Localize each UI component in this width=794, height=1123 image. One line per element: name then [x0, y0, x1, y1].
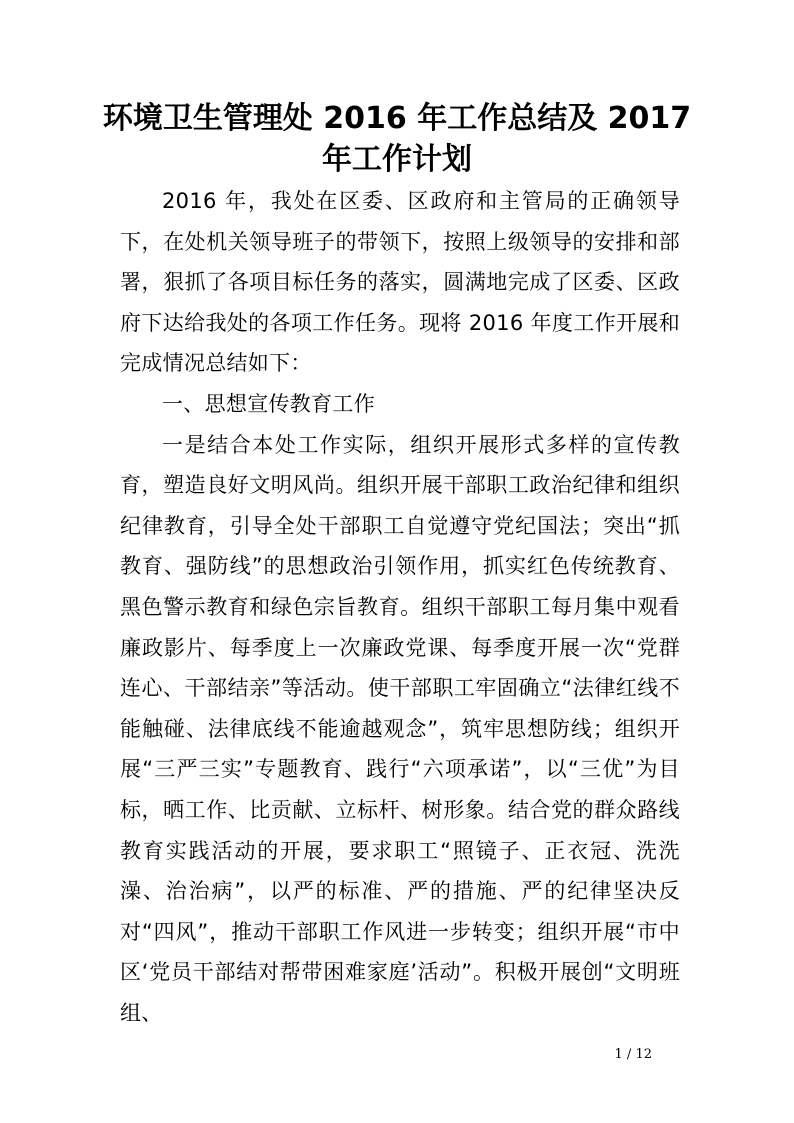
document-body [120, 181, 680, 1033]
intro-paragraph: 2016 年，我处在区委、区政府和主管局的正确领导下，在处机关领导班子的带领下，按照上级领导的安排和部署，狠抓了各项目标任务的落实，圆满地完成了区委、区政府下达给我处的各项工作任务。现将 2016 年度工作开展和完成情况总结如下： [120, 189, 680, 376]
page-number: 1 / 12 [614, 1047, 652, 1062]
section-heading: 一、思想宣传教育工作 [162, 391, 375, 416]
body-paragraph: 一是结合本处工作实际，组织开展形式多样的宣传教育，塑造良好文明风尚。组织开展干部职工政治纪律和组织纪律教育，引导全处干部职工自觉遵守党纪国法；突出“抓教育、强防线”的思想政治引领作用，抓实红色传统教育、黑色警示教育和绿色宗旨教育。组织干部职工每月集中观看廉政影片、每季度上一次廉政党课、每季度开展一次“党群连心、干部结亲”等活动。使干部职工牢固确立“法律红线不能触碰、法律底线不能逾越观念”，筑牢思想防线；组织开展“三严三实”专题教育、践行“六项承诺”，以“三优”为目标，晒工作、比贡献、立标杆、树形象。结合党的群众路线教育实践活动的开展，要求职工“照镜子、正衣冠、洗洗澡、治治病”，以严的标准、严的措施、严的纪律坚决反对“四风”，推动干部职工作风进一步转变；组织开展“市中区‘党员干部结对帮带困难家庭’活动”。积极开展创“文明班组、 [120, 432, 680, 1025]
document-title-line-1: 环境卫生管理处 2016 年工作总结及 2017 [102, 101, 692, 136]
document-title-line-2: 年工作计划 [322, 142, 472, 177]
